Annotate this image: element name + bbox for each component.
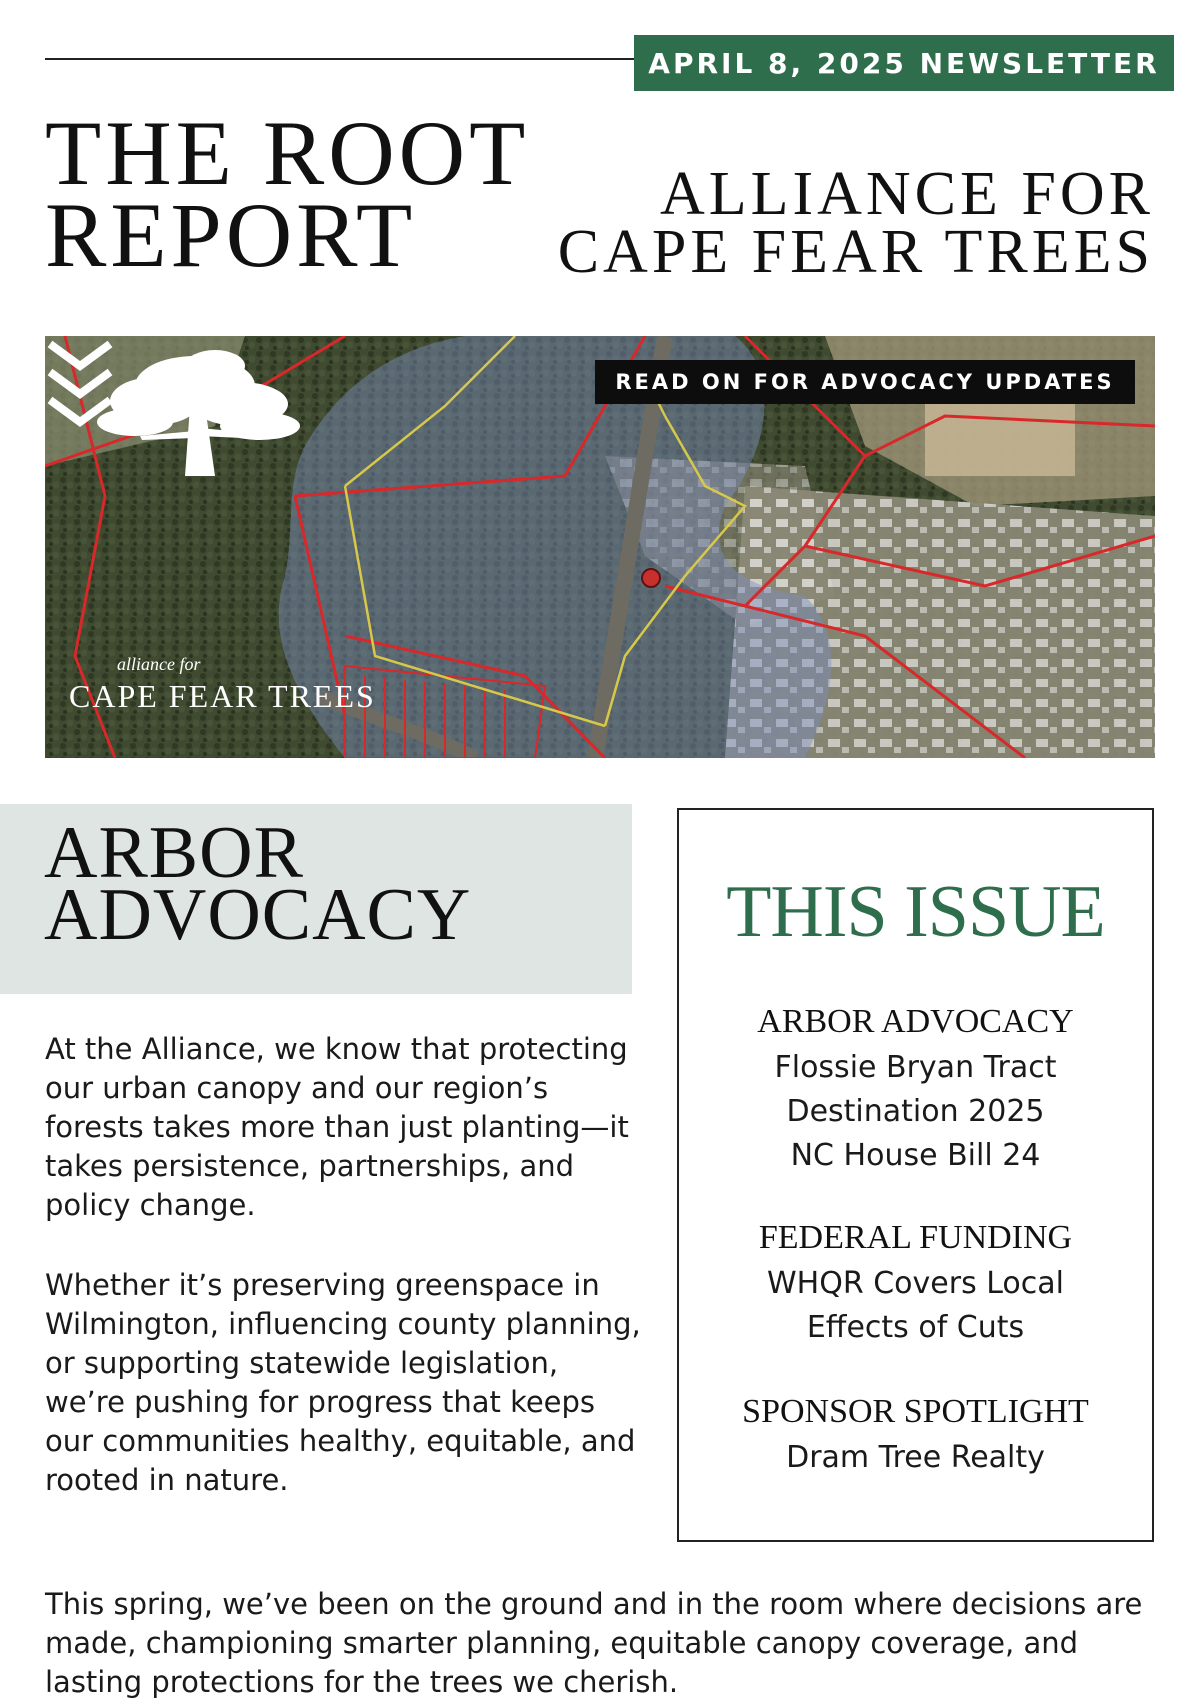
title-line-2: REPORT — [45, 184, 417, 286]
issue-item-whqr-line-1[interactable]: WHQR Covers Local — [767, 1266, 1064, 1301]
section-title-line-2: ADVOCACY — [44, 874, 472, 956]
arbor-advocacy-heading — [44, 812, 472, 956]
section-title-line-1: ARBOR — [44, 812, 304, 894]
this-issue-box — [677, 808, 1154, 1542]
newsletter-title — [45, 102, 530, 286]
advocacy-updates-caption: READ ON FOR ADVOCACY UPDATES — [595, 360, 1135, 404]
issue-item-dram-tree-realty[interactable]: Dram Tree Realty — [786, 1440, 1045, 1475]
org-line-1: ALLIANCE FOR — [659, 160, 1154, 228]
issue-item-destination-2025[interactable]: Destination 2025 — [786, 1094, 1045, 1129]
issue-section-arbor-advocacy — [679, 998, 1152, 1178]
title-line-1: THE ROOT — [45, 102, 530, 204]
spring-update-paragraph: This spring, we’ve been on the ground and in the room where decisions are made, championing smarter planning, equitable canopy coverage, and lasting protections for the trees we cherish. — [45, 1587, 1143, 1699]
organization-name — [557, 160, 1154, 286]
issue-section-heading[interactable]: FEDERAL FUNDING — [758, 1219, 1073, 1256]
logo-wordmark: CAPE FEAR TREES — [69, 678, 376, 714]
org-line-2: CAPE FEAR TREES — [557, 218, 1154, 286]
tree-logo-icon — [45, 336, 345, 526]
this-issue-title: THIS ISSUE — [726, 871, 1105, 953]
issue-section-heading[interactable]: ARBOR ADVOCACY — [757, 1003, 1074, 1040]
issue-section-heading[interactable]: SPONSOR SPOTLIGHT — [742, 1393, 1089, 1430]
issue-item-house-bill-24[interactable]: NC House Bill 24 — [790, 1138, 1041, 1173]
header-divider-line — [45, 58, 645, 60]
issue-section-sponsor-spotlight — [679, 1388, 1152, 1480]
mission-paragraph: Whether it’s preserving greenspace in Wilmington, influencing county planning, or supporting statewide legislation, we’re pushing for progress that keeps our communities healthy, equitable, and rooted in nature. — [45, 1268, 641, 1497]
logo-tagline: alliance for — [117, 654, 201, 674]
newsletter-date-badge: APRIL 8, 2025 NEWSLETTER — [634, 35, 1174, 91]
issue-section-federal-funding — [679, 1214, 1152, 1350]
intro-paragraph: At the Alliance, we know that protecting our urban canopy and our region’s forests takes more than just planting—it takes persistence, partnerships, and policy change. — [45, 1032, 629, 1222]
issue-item-whqr-line-2[interactable]: Effects of Cuts — [806, 1310, 1025, 1345]
issue-item-flossie-bryan[interactable]: Flossie Bryan Tract — [774, 1050, 1057, 1085]
hero-aerial-map — [45, 336, 1155, 758]
